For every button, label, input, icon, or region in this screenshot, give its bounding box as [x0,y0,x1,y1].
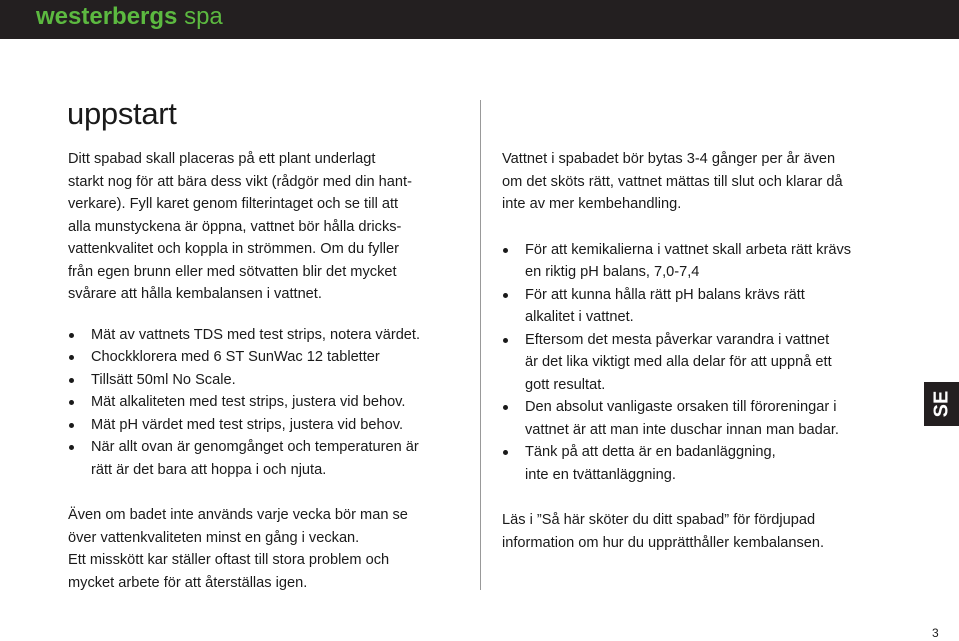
list-item [502,284,902,329]
list-item [68,414,468,437]
list-item-text: Mät alkaliteten med test strips, justera vid behov. [91,394,406,410]
left-intro-line: Ditt spabad skall placeras på ett plant underlagt [68,151,376,167]
left-intro-line: vattenkvalitet och koppla in strömmen. Om du fyller [68,241,399,257]
right-intro-line: om det sköts rätt, vattnet mättas till slut och klarar då [502,173,843,190]
language-tab [924,382,959,426]
list-item-text: gott resultat. [525,376,606,393]
list-item-text: är det lika viktigt med alla delar för att uppnå ett [525,354,832,370]
list-item-text: För att kemikalierna i vattnet skall arbeta rätt krävs [525,241,852,258]
column-divider [480,100,481,590]
left-intro-line: verkare). Fyll karet genom filterintaget och se till att [68,196,399,212]
brand-logo [36,3,223,31]
right-outro-line: Läs i ”Så här sköter du ditt spabad” för fördjupad [502,512,816,528]
list-item-text: När allt ovan är genomgånget och temperaturen är [91,439,419,455]
left-outro [68,504,468,594]
list-item [502,239,902,284]
brand-name-light: spa [184,3,223,30]
list-item-text: Tillsätt 50ml No Scale. [91,371,236,388]
right-intro [502,148,902,216]
list-item-text: Den absolut vanligaste orsaken till föroreningar i [525,399,837,415]
list-item [502,396,902,441]
left-outro-line: Ett misskött kar ställer oftast till stora problem och [68,552,390,568]
list-item-text: Mät pH värdet med test strips, justera vid behov. [91,416,404,433]
list-item-text: inte en tvättanläggning. [525,466,676,483]
left-intro-line: starkt nog för att bära dess vikt (rådgör med din hant- [68,173,412,190]
list-item [502,329,902,397]
list-item [502,441,902,486]
list-item-text: vattnet är att man inte duschar innan man badar. [525,421,839,438]
list-item [68,436,468,481]
list-item-text: alkalitet i vattnet. [525,309,634,325]
list-item-text: För att kunna hålla rätt pH balans krävs rätt [525,286,805,303]
page-title: uppstart [67,96,177,131]
right-bullet-list [502,239,902,487]
left-outro-line: mycket arbete för att återställas igen. [68,574,308,591]
left-outro-line: över vattenkvaliteten minst en gång i veckan. [68,529,360,546]
left-intro-line: från egen brunn eller med sötvatten blir det mycket [68,263,397,280]
brand-name-bold: westerbergs [36,3,178,30]
left-outro-line: Även om badet inte används varje vecka bör man se [68,507,408,523]
list-item [68,391,468,414]
left-bullet-list [68,324,468,482]
left-intro-line: svårare att hålla kembalansen i vattnet. [68,286,322,302]
right-intro-line: inte av mer kembehandling. [502,196,682,212]
right-column [502,148,902,554]
list-item [68,369,468,392]
list-item-text: Chockklorera med 6 ST SunWac 12 tabletter [91,349,380,365]
list-item-text: Mät av vattnets TDS med test strips, notera värdet. [91,326,421,343]
page-number: 3 [932,626,939,640]
list-item-text: Eftersom det mesta påverkar varandra i vattnet [525,331,830,348]
right-outro [502,509,902,554]
left-column [68,148,468,594]
list-item [68,346,468,369]
list-item-text: en riktig pH balans, 7,0-7,4 [525,264,700,280]
list-item-text: rätt är det bara att hoppa i och njuta. [91,461,327,478]
language-tab-label: SE [930,390,952,418]
left-intro [68,148,468,306]
right-outro-line: information om hur du upprätthåller kembalansen. [502,534,825,551]
header-bar [0,0,959,39]
list-item [68,324,468,347]
list-item-text: Tänk på att detta är en badanläggning, [525,444,776,460]
right-intro-line: Vattnet i spabadet bör bytas 3-4 gånger per år även [502,151,836,167]
left-intro-line: alla munstyckena är öppna, vattnet bör hålla dricks- [68,218,402,235]
